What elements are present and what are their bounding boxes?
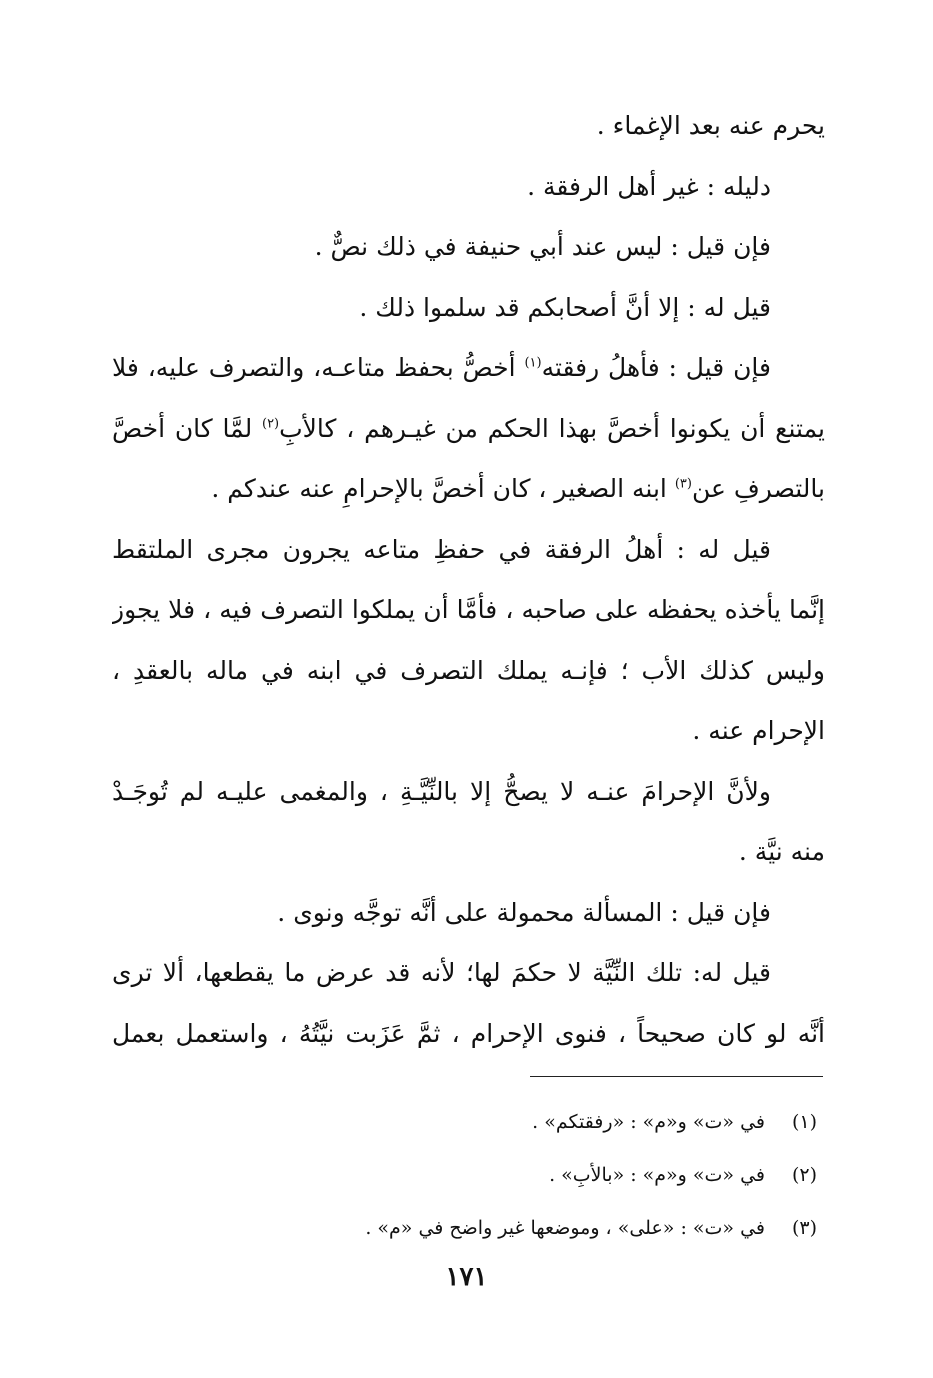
text-segment: يمتنع أن يكونوا أخصَّ بهذا الحكم من غيـرهم ، كالأبِ [279,413,825,443]
footnote-item [112,1096,821,1149]
footnote-text: في «ت» و«م» : «بالأبِ» . [549,1164,765,1186]
text-line [112,338,825,399]
text-line: إنَّما يأخذه يحفظه على صاحبه ، فأمَّا أن يملكوا التصرف فيه ، فلا يجوز [112,595,825,624]
text-line: يحرم عنه بعد الإغماء . [596,111,825,140]
footnote-ref-2[interactable]: (٢) [261,416,280,432]
footnote-text: في «ت» و«م» : «رفقتكم» . [532,1111,765,1133]
footnote-item [112,1202,821,1255]
main-text [112,96,825,1064]
text-line: فإن قيل : ليس عند أبي حنيفة في ذلك نصٌّ . [314,232,771,261]
text-line: قيل له : أهلُ الرفقة في حفظِ متاعه يجرون مجرى الملتقط [112,534,771,564]
text-segment: أخصُّ بحفظ متاعـه، والتصرف عليه، فلا [112,353,516,382]
text-line: قيل له : إلا أنَّ أصحابكم قد سلموا ذلك . [359,292,771,322]
text-segment: بالتصرفِ عن [691,474,825,503]
footnote-ref-1[interactable]: (١) [524,355,542,371]
text-line [112,399,825,460]
footnotes [112,1096,821,1255]
text-segment: ابنه الصغير ، كان أخصَّ بالإحرامِ عنه عندكم . [211,474,667,503]
text-line: وليس كذلك الأب ؛ فإنـه يملك التصرف في ابنه في ماله بالعقدِ ، [112,655,825,685]
text-line: منه نيَّة . [738,837,825,866]
footnote-number: (٣) [791,1217,817,1239]
text-line: ولأنَّ الإحرامَ عنـه لا يصحُّ إلا بالنِّيَّـةِ ، والمغمى عليـه لم تُوجَـدْ [112,776,771,806]
footnote-number: (١) [791,1111,817,1133]
footnote-text: في «ت» : «على» ، وموضعها غير واضح في «م» . [365,1217,765,1239]
text-line: قيل له: تلك النِّيَّة لا حكمَ لها؛ لأنه قد عرض ما يقطعها، ألا ترى [112,958,771,987]
footnote-ref-3[interactable]: (٣) [674,476,692,492]
text-segment: لمَّا كان أخصَّ [112,413,253,443]
text-line: دليله : غير أهل الرفقة . [527,171,771,201]
footnote-separator [530,1076,823,1077]
footnote-number: (٢) [791,1164,817,1186]
text-line: فإن قيل : المسألة محمولة على أنَّه توجَّه ونوى . [277,897,771,927]
footnote-item [112,1149,821,1202]
text-line: أنَّه لو كان صحيحاً ، فنوى الإحرام ، ثمَّ عَزَبت نيَّتُهُ ، واستعمل بعمل [112,1018,825,1048]
page-number: ١٧١ [445,1262,488,1292]
text-line [112,459,825,520]
text-segment: فإن قيل : فأهلُ رفقته [541,353,771,382]
text-line: الإحرام عنه . [692,716,825,745]
